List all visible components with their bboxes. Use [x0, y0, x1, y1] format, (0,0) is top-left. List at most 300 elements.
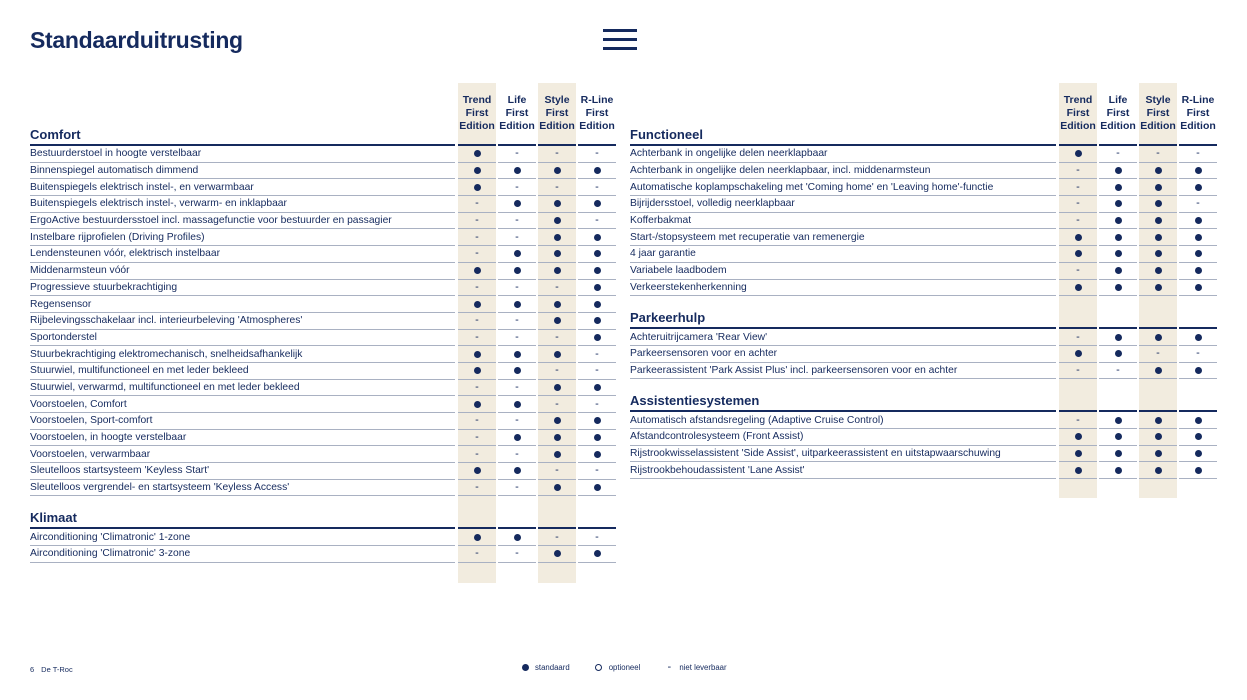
table-row: [30, 263, 617, 280]
standard-dot-icon: [1075, 284, 1082, 291]
not-available-dash-icon: -: [555, 330, 559, 343]
feature-label: Voorstoelen, Sport-comfort: [30, 415, 153, 427]
standard-dot-icon: [514, 250, 521, 257]
availability-cell-life: [1099, 146, 1137, 163]
availability-cell-style: [1139, 363, 1177, 380]
availability-cell-trend: [1059, 196, 1097, 213]
availability-cell-trend: [1059, 146, 1097, 163]
availability-cell-trend: [458, 396, 496, 413]
availability-cell-trend: [458, 446, 496, 463]
table-row: [30, 313, 617, 330]
table-row: [30, 246, 617, 263]
availability-cell-trend: [1059, 263, 1097, 280]
feature-label: Sleutelloos vergrendel- en startsysteem 'Keyless Access': [30, 482, 290, 494]
edition-header-line: Edition: [579, 120, 615, 132]
section-title-text: Assistentiesystemen: [630, 393, 760, 409]
table-row: [30, 229, 617, 246]
feature-label: Voorstoelen, in hoogte verstelbaar: [30, 432, 187, 444]
availability-cell-r-line: [578, 163, 616, 180]
standard-dot-icon: [1195, 334, 1202, 341]
not-available-dash-icon: -: [515, 314, 519, 327]
availability-cell-r-line: [578, 263, 616, 280]
table-row: [30, 430, 617, 447]
edition-header-line: First: [585, 107, 609, 119]
feature-label: Buitenspiegels elektrisch instel-, en verwarmbaar: [30, 181, 254, 193]
feature-label-cell: [30, 480, 455, 497]
feature-label-cell: [630, 179, 1056, 196]
edition-header-line: First: [545, 107, 569, 119]
availability-cell-trend: [458, 430, 496, 447]
table-row: [30, 163, 617, 180]
not-available-dash-icon: -: [1196, 147, 1200, 160]
menu-bar: [603, 47, 637, 50]
standard-dot-icon: [594, 384, 601, 391]
availability-cell-life: [498, 396, 536, 413]
not-available-dash-icon: -: [515, 214, 519, 227]
availability-cell-style: [538, 213, 576, 230]
feature-label: Stuurwiel, multifunctioneel en met leder bekleed: [30, 365, 249, 377]
table-row: [30, 146, 617, 163]
availability-cell-life: [1099, 346, 1137, 363]
standard-dot-icon: [1115, 284, 1122, 291]
standard-dot-icon: [554, 317, 561, 324]
standard-dot-icon: [1115, 200, 1122, 207]
not-available-dash-icon: -: [475, 314, 479, 327]
standard-dot-icon: [1155, 217, 1162, 224]
availability-cell-r-line: [578, 413, 616, 430]
availability-cell-style: [1139, 213, 1177, 230]
availability-cell-style: [538, 330, 576, 347]
availability-cell-r-line: [1179, 246, 1217, 263]
feature-label-cell: [30, 263, 455, 280]
table-row: [630, 196, 1218, 213]
availability-cell-style: [1139, 263, 1177, 280]
availability-cell-r-line: [578, 179, 616, 196]
availability-cell-trend: [458, 346, 496, 363]
availability-cell-life: [498, 229, 536, 246]
not-available-dash-icon: -: [475, 547, 479, 560]
not-available-dash-icon: -: [555, 530, 559, 543]
page-footer: [30, 665, 73, 674]
availability-cell-r-line: [1179, 462, 1217, 479]
edition-header-r-line: [1179, 309, 1217, 329]
not-available-dash-icon: -: [475, 280, 479, 293]
standard-dot-icon: [514, 267, 521, 274]
availability-cell-trend: [458, 463, 496, 480]
feature-label-cell: [630, 329, 1056, 346]
not-available-dash-icon: -: [555, 397, 559, 410]
standard-dot-icon: [1155, 234, 1162, 241]
availability-cell-trend: [1059, 179, 1097, 196]
not-available-dash-icon: -: [515, 380, 519, 393]
feature-label: 4 jaar garantie: [630, 248, 696, 260]
availability-cell-trend: [458, 280, 496, 297]
feature-label: Instelbare rijprofielen (Driving Profiles): [30, 231, 205, 243]
menu-bar: [603, 38, 637, 41]
feature-label-cell: [630, 346, 1056, 363]
standard-dot-icon: [1115, 167, 1122, 174]
not-available-dash-icon: -: [515, 447, 519, 460]
standard-dot-icon: [1115, 334, 1122, 341]
feature-label: Automatisch afstandsregeling (Adaptive Cruise Control): [630, 414, 884, 426]
availability-cell-life: [1099, 163, 1137, 180]
edition-header-style: [538, 509, 576, 529]
equipment-table-right: [630, 83, 1218, 479]
not-available-dash-icon: -: [475, 414, 479, 427]
standard-dot-icon: [1195, 217, 1202, 224]
standard-dot-icon: [594, 451, 601, 458]
feature-label-cell: [30, 413, 455, 430]
availability-cell-r-line: [578, 313, 616, 330]
table-row: [630, 246, 1218, 263]
not-available-dash-icon: -: [475, 431, 479, 444]
standard-dot-icon: [594, 200, 601, 207]
standard-dot-icon: [554, 550, 561, 557]
feature-label: Middenarmsteun vóór: [30, 265, 130, 277]
standard-dot-icon: [554, 217, 561, 224]
not-available-dash-icon: -: [515, 414, 519, 427]
standard-dot-icon: [1155, 284, 1162, 291]
edition-header-line: First: [1186, 107, 1210, 119]
hamburger-menu-icon[interactable]: [603, 29, 637, 51]
feature-label-cell: [30, 346, 455, 363]
edition-header-line: First: [1066, 107, 1090, 119]
standard-dot-icon: [1115, 433, 1122, 440]
not-available-dash-icon: -: [1076, 197, 1080, 210]
not-available-dash-icon: -: [475, 447, 479, 460]
table-row: [630, 280, 1218, 297]
edition-header-line: Edition: [1060, 120, 1096, 132]
not-available-dash-icon: -: [595, 180, 599, 193]
availability-cell-style: [1139, 462, 1177, 479]
standard-dot-icon: [1115, 234, 1122, 241]
edition-header-line: Trend: [1063, 94, 1093, 106]
feature-label-cell: [630, 246, 1056, 263]
availability-cell-trend: [458, 313, 496, 330]
edition-header-life: [1099, 309, 1137, 329]
feature-label: Achteruitrijcamera 'Rear View': [630, 331, 768, 343]
availability-cell-style: [538, 546, 576, 563]
feature-label: Afstandcontrolesysteem (Front Assist): [630, 431, 804, 443]
table-row: [630, 146, 1218, 163]
standard-dot-icon: [1155, 417, 1162, 424]
standard-dot-icon: [594, 434, 601, 441]
standard-dot-icon: [1115, 184, 1122, 191]
not-available-dash-icon: -: [595, 214, 599, 227]
standard-dot-icon: [594, 417, 601, 424]
section-title-text: Parkeerhulp: [630, 310, 706, 326]
availability-cell-r-line: [578, 430, 616, 447]
availability-cell-style: [538, 146, 576, 163]
feature-label: Rijstrookbehoudassistent 'Lane Assist': [630, 464, 805, 476]
edition-header-trend: [1059, 392, 1097, 412]
availability-cell-trend: [1059, 229, 1097, 246]
not-available-dash-icon: -: [1076, 330, 1080, 343]
feature-label-cell: [630, 229, 1056, 246]
section-title: [630, 83, 1056, 146]
table-row: [30, 196, 617, 213]
standard-dot-icon: [554, 200, 561, 207]
not-available-dash-icon: -: [595, 464, 599, 477]
table-row: [30, 546, 617, 563]
model-name: De T-Roc: [41, 665, 73, 674]
standard-dot-icon: [1155, 200, 1162, 207]
feature-label: Parkeerassistent 'Park Assist Plus' incl. parkeersensoren voor en achter: [630, 364, 958, 376]
availability-cell-life: [498, 196, 536, 213]
standard-dot-icon: [1155, 334, 1162, 341]
standard-dot-icon: [521, 664, 529, 671]
availability-cell-style: [538, 396, 576, 413]
availability-cell-trend: [1059, 446, 1097, 463]
availability-cell-life: [1099, 280, 1137, 297]
availability-cell-r-line: [1179, 363, 1217, 380]
standard-dot-icon: [594, 250, 601, 257]
standard-dot-icon: [1195, 234, 1202, 241]
table-row: [630, 213, 1218, 230]
standard-dot-icon: [1155, 433, 1162, 440]
availability-cell-style: [538, 529, 576, 546]
section-header-row: [630, 309, 1218, 329]
standard-dot-icon: [1155, 267, 1162, 274]
not-available-dash-icon: -: [475, 214, 479, 227]
standard-dot-icon: [1115, 267, 1122, 274]
standard-dot-icon: [1075, 250, 1082, 257]
not-available-dash-icon: -: [475, 481, 479, 494]
standard-dot-icon: [474, 184, 481, 191]
legend-item-standard: [521, 663, 570, 672]
table-row: [30, 280, 617, 297]
not-available-dash-icon: -: [1076, 214, 1080, 227]
availability-cell-style: [538, 480, 576, 497]
feature-label-cell: [630, 462, 1056, 479]
standard-dot-icon: [1195, 167, 1202, 174]
standard-dot-icon: [1195, 467, 1202, 474]
availability-cell-trend: [458, 196, 496, 213]
availability-cell-r-line: [1179, 429, 1217, 446]
availability-cell-r-line: [1179, 163, 1217, 180]
feature-label: Rijstrookwisselassistent 'Side Assist', uitparkeerassistent en uitstapwaarschuwing: [630, 447, 1001, 459]
feature-label-cell: [30, 546, 455, 563]
availability-cell-style: [538, 196, 576, 213]
availability-cell-style: [538, 446, 576, 463]
availability-cell-trend: [458, 163, 496, 180]
standard-dot-icon: [1195, 184, 1202, 191]
edition-header-trend: [1059, 83, 1097, 146]
availability-cell-style: [538, 463, 576, 480]
availability-cell-r-line: [578, 280, 616, 297]
edition-header-line: Edition: [499, 120, 535, 132]
availability-cell-r-line: [1179, 412, 1217, 429]
availability-cell-trend: [1059, 363, 1097, 380]
standard-dot-icon: [1075, 467, 1082, 474]
standard-dot-icon: [514, 401, 521, 408]
availability-cell-life: [498, 179, 536, 196]
availability-cell-r-line: [1179, 280, 1217, 297]
not-available-dash-icon: -: [667, 661, 672, 673]
feature-label-cell: [630, 263, 1056, 280]
availability-cell-life: [498, 546, 536, 563]
not-available-dash-icon: -: [1076, 164, 1080, 177]
feature-label: Bestuurderstoel in hoogte verstelbaar: [30, 148, 202, 160]
availability-cell-style: [1139, 446, 1177, 463]
not-available-dash-icon: -: [595, 530, 599, 543]
availability-cell-trend: [1059, 329, 1097, 346]
availability-cell-life: [1099, 429, 1137, 446]
availability-cell-r-line: [1179, 179, 1217, 196]
availability-cell-life: [498, 246, 536, 263]
feature-label-cell: [30, 163, 455, 180]
feature-label-cell: [30, 380, 455, 397]
not-available-dash-icon: -: [595, 364, 599, 377]
availability-cell-r-line: [1179, 446, 1217, 463]
legend-label: optioneel: [608, 663, 641, 672]
availability-cell-style: [538, 280, 576, 297]
availability-cell-trend: [458, 330, 496, 347]
availability-cell-r-line: [1179, 213, 1217, 230]
availability-cell-trend: [458, 363, 496, 380]
table-row: [630, 429, 1218, 446]
not-available-dash-icon: -: [1156, 147, 1160, 160]
availability-cell-life: [498, 313, 536, 330]
availability-cell-style: [538, 163, 576, 180]
feature-label-cell: [30, 430, 455, 447]
table-row: [30, 179, 617, 196]
availability-cell-r-line: [578, 463, 616, 480]
edition-header-trend: [458, 509, 496, 529]
section-title: [630, 309, 1056, 329]
standard-dot-icon: [1195, 267, 1202, 274]
standard-dot-icon: [1115, 250, 1122, 257]
standard-dot-icon: [474, 367, 481, 374]
availability-cell-style: [1139, 196, 1177, 213]
table-row: [30, 446, 617, 463]
feature-label-cell: [630, 196, 1056, 213]
edition-header-line: Edition: [539, 120, 575, 132]
table-row: [630, 363, 1218, 380]
availability-cell-life: [1099, 196, 1137, 213]
not-available-dash-icon: -: [1076, 180, 1080, 193]
edition-header-trend: [1059, 309, 1097, 329]
feature-label-cell: [630, 363, 1056, 380]
legend-item-optional: [595, 663, 641, 672]
not-available-dash-icon: -: [475, 330, 479, 343]
standard-dot-icon: [1075, 234, 1082, 241]
feature-label-cell: [30, 196, 455, 213]
table-row: [30, 330, 617, 347]
availability-cell-life: [498, 263, 536, 280]
standard-dot-icon: [1155, 367, 1162, 374]
standard-dot-icon: [514, 434, 521, 441]
edition-header-life: [1099, 392, 1137, 412]
edition-header-life: [498, 509, 536, 529]
feature-label-cell: [30, 146, 455, 163]
availability-cell-r-line: [1179, 263, 1217, 280]
standard-dot-icon: [1195, 450, 1202, 457]
feature-label-cell: [30, 363, 455, 380]
availability-cell-trend: [1059, 280, 1097, 297]
table-row: [630, 163, 1218, 180]
standard-dot-icon: [1155, 250, 1162, 257]
table-header-row: [630, 83, 1218, 146]
availability-cell-r-line: [578, 196, 616, 213]
table-header-row: [30, 83, 617, 146]
availability-cell-life: [498, 380, 536, 397]
availability-cell-life: [1099, 229, 1137, 246]
standard-dot-icon: [554, 417, 561, 424]
standard-dot-icon: [1075, 433, 1082, 440]
edition-header-line: Edition: [1180, 120, 1216, 132]
standard-dot-icon: [514, 351, 521, 358]
availability-cell-life: [498, 446, 536, 463]
edition-header-line: Style: [544, 94, 570, 106]
standard-dot-icon: [554, 451, 561, 458]
availability-cell-trend: [458, 179, 496, 196]
feature-label-cell: [30, 529, 455, 546]
availability-cell-style: [1139, 163, 1177, 180]
availability-cell-style: [1139, 146, 1177, 163]
feature-label-cell: [630, 429, 1056, 446]
standard-dot-icon: [554, 484, 561, 491]
standard-dot-icon: [514, 367, 521, 374]
table-row: [30, 346, 617, 363]
standard-dot-icon: [474, 267, 481, 274]
not-available-dash-icon: -: [515, 230, 519, 243]
feature-label: Parkeersensoren voor en achter: [630, 348, 778, 360]
edition-header-r-line: [1179, 392, 1217, 412]
table-row: [630, 412, 1218, 429]
table-row: [630, 179, 1218, 196]
standard-dot-icon: [594, 234, 601, 241]
edition-header-r-line: [578, 83, 616, 146]
availability-cell-trend: [1059, 163, 1097, 180]
edition-header-life: [498, 83, 536, 146]
not-available-dash-icon: -: [555, 180, 559, 193]
availability-cell-trend: [458, 229, 496, 246]
availability-cell-life: [498, 363, 536, 380]
standard-dot-icon: [474, 351, 481, 358]
feature-label: Bijrijdersstoel, volledig neerklapbaar: [630, 198, 795, 210]
standard-dot-icon: [1075, 150, 1082, 157]
standard-dot-icon: [594, 334, 601, 341]
feature-label-cell: [30, 246, 455, 263]
table-row: [630, 263, 1218, 280]
availability-cell-style: [538, 346, 576, 363]
feature-label-cell: [30, 179, 455, 196]
standard-dot-icon: [554, 267, 561, 274]
availability-cell-style: [1139, 179, 1177, 196]
availability-cell-life: [498, 430, 536, 447]
legend: [521, 663, 727, 672]
standard-dot-icon: [474, 167, 481, 174]
edition-header-trend: [458, 83, 496, 146]
legend-label: niet leverbaar: [679, 663, 727, 672]
availability-cell-r-line: [1179, 329, 1217, 346]
not-available-dash-icon: -: [515, 180, 519, 193]
not-available-dash-icon: -: [1196, 347, 1200, 360]
edition-header-line: Trend: [462, 94, 492, 106]
availability-cell-life: [1099, 446, 1137, 463]
availability-cell-r-line: [578, 346, 616, 363]
standard-dot-icon: [1115, 450, 1122, 457]
feature-label: Voorstoelen, verwarmbaar: [30, 448, 151, 460]
availability-cell-style: [1139, 346, 1177, 363]
feature-label: Automatische koplampschakeling met 'Coming home' en 'Leaving home'-functie: [630, 181, 994, 193]
availability-cell-style: [1139, 429, 1177, 446]
edition-header-style: [1139, 392, 1177, 412]
table-row: [630, 346, 1218, 363]
standard-dot-icon: [514, 167, 521, 174]
equipment-table-left: [30, 83, 617, 563]
